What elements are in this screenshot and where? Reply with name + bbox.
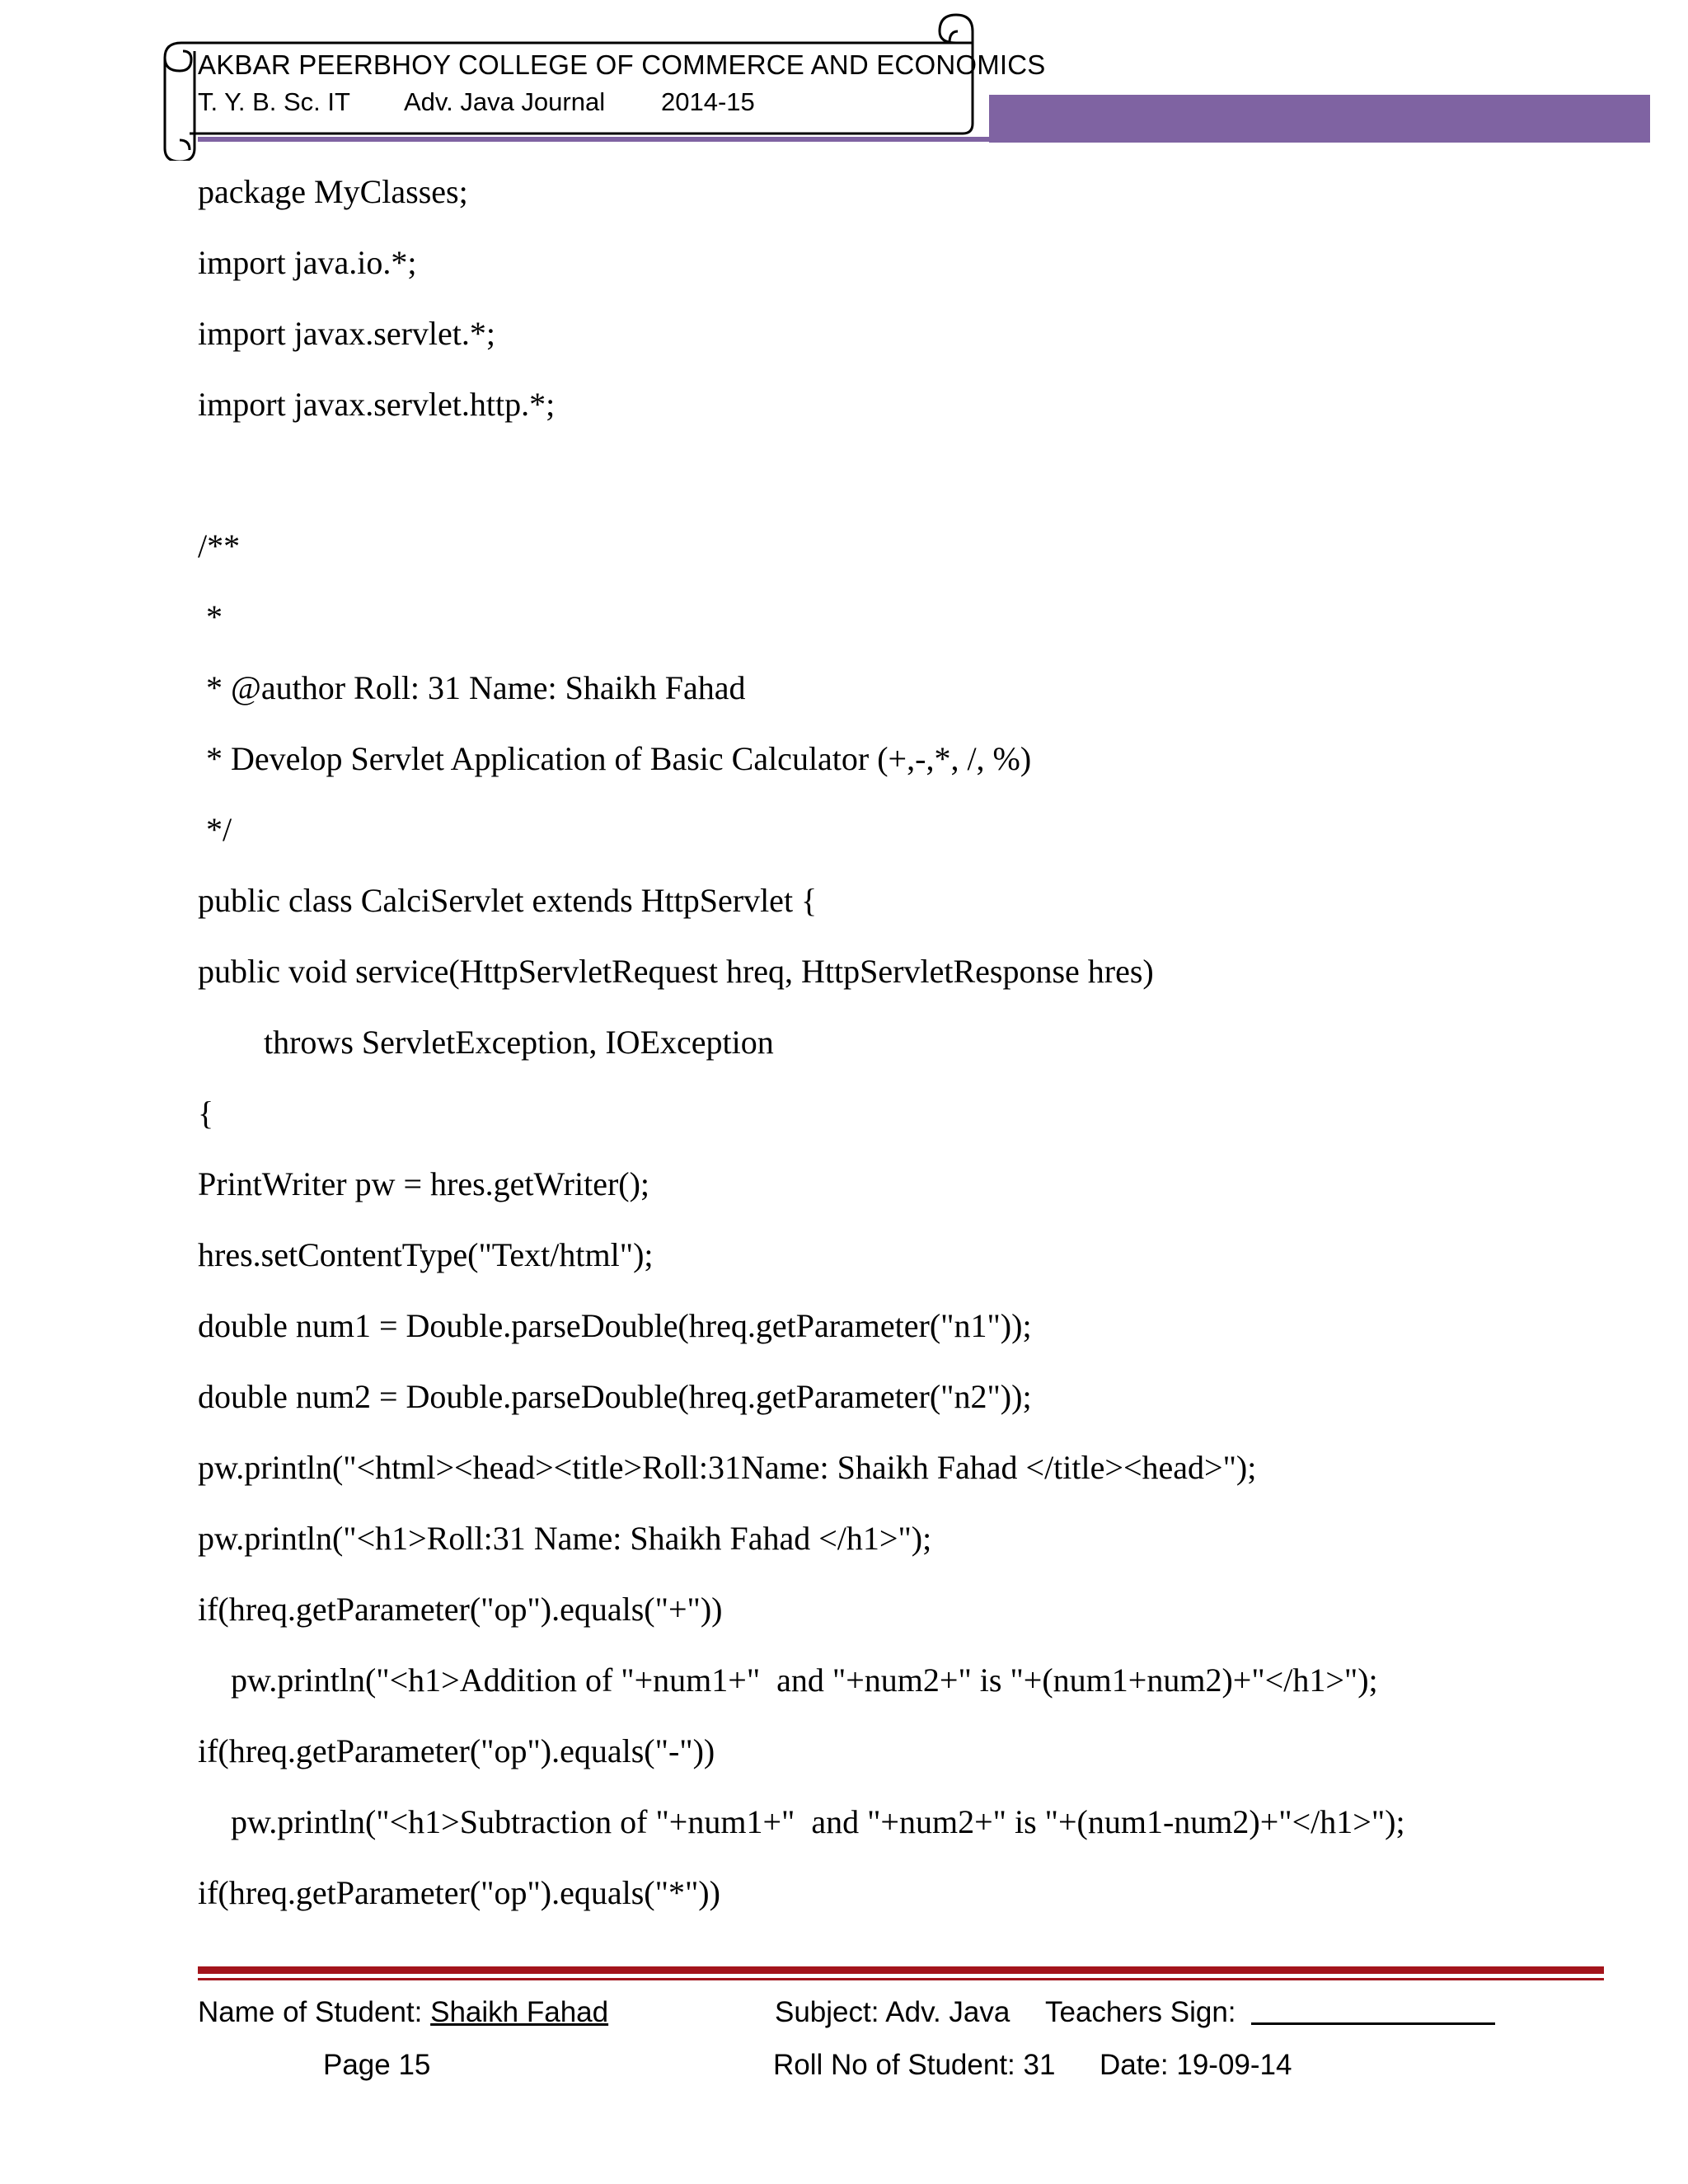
page-number: Page 15 [323, 2049, 431, 2081]
code-line: package MyClasses; [198, 173, 468, 210]
signature-line [1251, 2022, 1495, 2025]
code-listing [198, 157, 1648, 1929]
code-line: pw.println("<h1>Addition of "+num1+" and "+num2+" is "+(num1+num2)+"</h1>"); [198, 1661, 1378, 1699]
code-line: hres.setContentType("Text/html"); [198, 1236, 654, 1273]
code-line: * Develop Servlet Application of Basic Calculator (+,-,*, /, %) [198, 740, 1032, 777]
roll-number: Roll No of Student: 31 [773, 2049, 1056, 2081]
code-line: PrintWriter pw = hres.getWriter(); [198, 1165, 650, 1202]
code-line: * [198, 598, 223, 635]
code-line: if(hreq.getParameter("op").equals("-")) [198, 1732, 715, 1769]
code-line [198, 440, 1648, 511]
code-line: { [198, 1094, 214, 1132]
code-line: pw.println("<h1>Subtraction of "+num1+" and "+num2+" is "+(num1-num2)+"</h1>"); [198, 1803, 1405, 1840]
code-line: */ [198, 811, 232, 848]
code-line: pw.println("<html><head><title>Roll:31Name: Shaikh Fahad </title><head>"); [198, 1449, 1257, 1486]
subject-field: Subject: Adv. Java [775, 1996, 1010, 2028]
footer-rule-thin [198, 1978, 1604, 1980]
header-underline [198, 137, 991, 142]
code-line: throws ServletException, IOException [198, 1024, 774, 1061]
academic-year: 2014-15 [661, 87, 755, 116]
code-line: * @author Roll: 31 Name: Shaikh Fahad [198, 669, 746, 706]
code-line: pw.println("<h1>Roll:31 Name: Shaikh Fahad </h1>"); [198, 1520, 932, 1557]
student-label: Name of Student: [198, 1996, 431, 2028]
code-line: public class CalciServlet extends HttpServlet { [198, 882, 818, 919]
date-field: Date: 19-09-14 [1100, 2049, 1292, 2081]
code-line: public void service(HttpServletRequest hreq, HttpServletResponse hres) [198, 953, 1154, 990]
student-name: Shaikh Fahad [430, 1996, 609, 2028]
teacher-sign-label: Teachers Sign: [1045, 1996, 1236, 2028]
code-line: import javax.servlet.http.*; [198, 386, 556, 423]
code-line: if(hreq.getParameter("op").equals("*")) [198, 1874, 720, 1911]
code-line: double num2 = Double.parseDouble(hreq.getParameter("n2")); [198, 1378, 1032, 1415]
code-line: /** [198, 527, 241, 565]
header-accent-bar [989, 95, 1650, 143]
student-name-field [198, 1996, 608, 2029]
college-name: AKBAR PEERBHOY COLLEGE OF COMMERCE AND ECONOMICS [198, 49, 1046, 80]
footer-rule [198, 1966, 1604, 1974]
journal-name: Adv. Java Journal [404, 87, 606, 116]
class-name: T. Y. B. Sc. IT [198, 87, 350, 116]
code-line: double num1 = Double.parseDouble(hreq.getParameter("n1")); [198, 1307, 1032, 1344]
code-line: import javax.servlet.*; [198, 315, 496, 352]
header-course-line [198, 87, 755, 117]
code-line: if(hreq.getParameter("op").equals("+")) [198, 1591, 723, 1628]
code-line: import java.io.*; [198, 244, 417, 281]
